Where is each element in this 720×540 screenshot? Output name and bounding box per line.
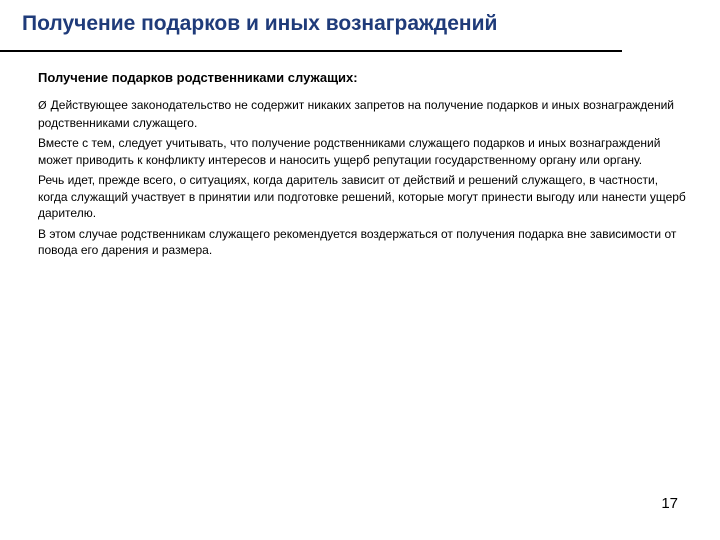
bullet-paragraph	[38, 97, 688, 131]
arrow-bullet-icon: Ø	[38, 99, 47, 112]
section-subheading: Получение подарков родственниками служащих:	[38, 70, 358, 85]
paragraph: Речь идет, прежде всего, о ситуациях, когда даритель зависит от действий и решений служащего, в частности, когда служащий участвует в принятии или подготовке решений, которые могут принести выгоду или нанести ущерб дарителю.	[38, 173, 686, 220]
paragraph: Вместе с тем, следует учитывать, что получение родственниками служащего подарков и иных вознаграждений может приводить к конфликту интересов и наносить ущерб репутации государственному органу или органу.	[38, 136, 661, 167]
slide-title: Получение подарков и иных вознаграждений	[22, 12, 498, 35]
paragraph: В этом случае родственникам служащего рекомендуется воздержаться от получения подарка вне зависимости от повода его дарения и размера.	[38, 226, 677, 257]
paragraph-text: Действующее законодательство не содержит никаких запретов на получение подарков и иных вознаграждений родственниками служащего.	[38, 98, 674, 130]
title-divider	[0, 50, 622, 52]
page-number: 17	[661, 495, 678, 512]
slide-content	[38, 69, 688, 263]
